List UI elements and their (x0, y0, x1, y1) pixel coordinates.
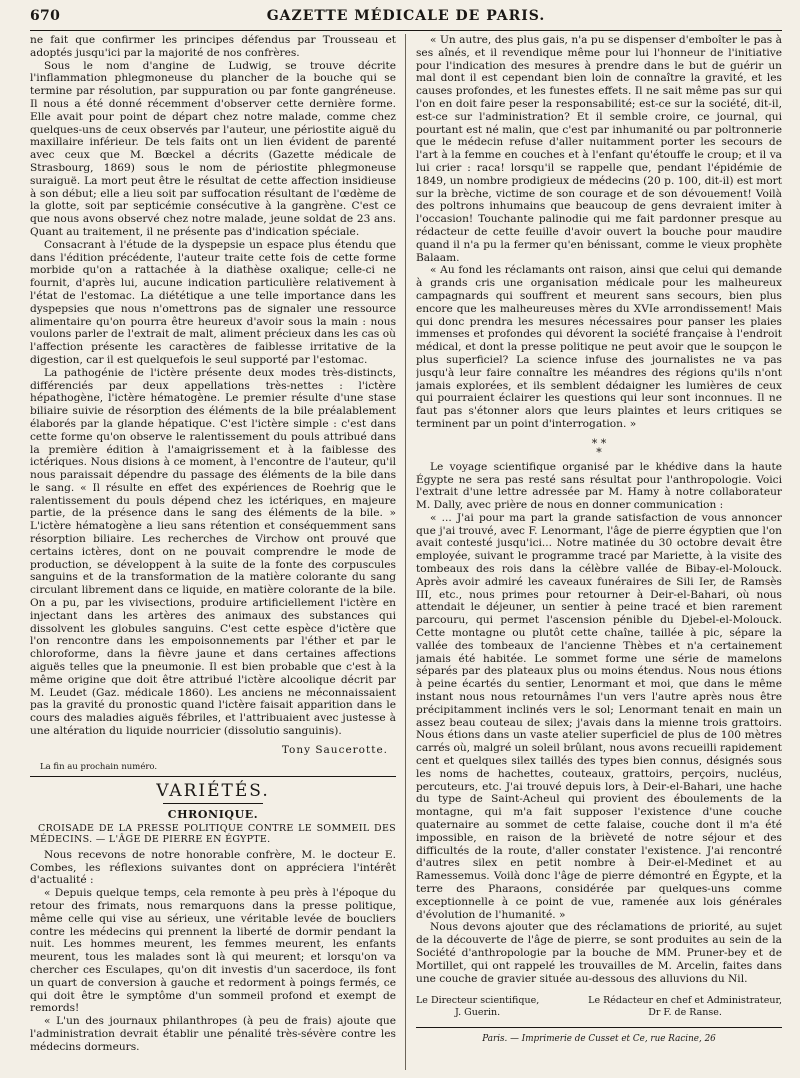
left-paragraph-2: Sous le nom d'angine de Ludwig, se trouve décrite l'inflammation phlegmoneuse du plancher de la bouche qui se termine par résolution, par suppuration ou par fonte gangréneuse. Il nous a été donné récemment d'observer cette dernière forme. Elle avait pour point de départ chez notre malade, comme chez quelques-uns de ceux observés par l'auteur, une périostite aiguë du maxillaire inférieur. De tels faits ont un lien évident de parenté avec ceux que M. Bœckel a décrits (Gazette médicale de Strasbourg, 1869) sous le nom de périostite phlegmoneuse suraiguë. La mort peut être le résultat de cette affection insidieuse à son début; elle a lieu soit par suffocation résultant de l'œdème de la glotte, soit par septicémie consécutive à la gangrène. C'est ce que nous avons observé chez notre malade, jeune soldat de 23 ans. Quant au traitement, il ne présente pas d'indication spéciale. (30, 59, 396, 238)
imprint-divider (416, 1027, 782, 1028)
scientific-director-signature (416, 995, 539, 1019)
section-divider (30, 776, 396, 777)
right-paragraph-4: « ... J'ai pour ma part la grande satisfaction de vous annoncer que j'ai trouvé, avec F. Lenormant, l'âge de pierre égyptien que l'on avait contesté jusqu'ici... Notre matinée du 30 octobre devait être employée, suivant le programme tracé par Mariette, à la visite des tombeaux des rois dans la célèbre vallée de Bibay-el-Molouck. Après avoir admiré les caveaux funéraires de Sili Ier, de Ramsès III, etc., nous primes pour retourner à Deir-el-Bahari, où nous attendait le déjeuner, un sentier à peine tracé et bien rarement parcouru, qui permet l'ascension pénible du Djebel-el-Molouck. Cette montagne ou plutôt cette chaîne, taillée à pic, sépare la vallée des tombeaux de l'ancienne Thèbes et n'a certainement jamais été habitée. Le sommet forme une série de mamelons séparés par des plateaux plus ou moins étendus. Nous nous étions à peine écartés du sentier, Lenormant et moi, que dans le même instant nous nous retournâmes l'un vers l'autre après nous être précipitamment inclinés vers le sol; Lenormant tenait en main un assez beau couteau de silex; j'avais dans la mienne trois grattoirs. Nous étions dans un vaste atelier superficiel de plus de 100 mètres carrés où, malgré un soleil brûlant, nous avons recueilli rapidement cent et quelques silex taillés des types bien connus, désignés sous les noms de hachettes, couteaux, grattoirs, perçoirs, nucléus, percuteurs, etc. J'ai trouvé depuis lors, à Deir-el-Bahari, une hache du type de Saint-Acheul qui provient des éboulements de la montagne, qui m'a fait supposer l'existence d'une couche quaternaire au sommet de cette falaise, couche dont il m'a été impossible, en raison de la brièveté de notre séjour et des difficultés de la route, d'aller constater l'existence. J'ai rencontré d'autres silex en petit nombre à Deir-el-Medinet et au Ramessemus. Voilà donc l'âge de pierre démontré en Égypte, et la terre des Pharaons, considérée par quelques-uns comme exceptionnelle à ce point de vue, ramenée aux lois générales d'évolution de l'humanité. » (416, 511, 782, 921)
right-column (416, 34, 782, 1070)
right-paragraph-2: « Au fond les réclamants ont raison, ainsi que celui qui demande à grands cris une organisation médicale pour les malheureux campagnards qui souffrent et meurent sans secours, bien plus encore que les malheureuses mères du XVIe arrondissement! Mais qui donc prendra les mesures nécessaires pour panser les plaies immenses et profondes qui dévorent la société française à l'endroit médical, et dont la presse politique ne peut avoir que le soupçon le plus superficiel? La science infuse des journalistes ne va pas jusqu'à leur faire connaître les méandres des régions qu'ils n'ont jamais explorées, et ils semblent dédaigner les lumières de ceux qui pourraient éclairer les questions qui leur sont inconnues. Il ne faut pas s'étonner alors que leurs plaintes et leurs critiques se terminent par un point d'interrogation. » (416, 264, 782, 430)
left-paragraph-3: Consacrant à l'étude de la dyspepsie un espace plus étendu que dans l'édition précédente, l'auteur traite cette fois de cette forme morbide qu'on a rattachée à la diathèse oxalique; celle-ci ne fournit, d'après lui, aucune indication particulière relativement à l'état de l'estomac. La diététique a une telle importance dans les dyspepsies que nous n'omettrons pas de signaler une ressource alimentaire qu'on pourra être heureux d'avoir sous la main : nous voulons parler de l'extrait de malt, aliment précieux dans les cas où l'affection présente les caractères de faiblesse irritative de la digestion, car il est quelquefois le seul supporté par l'estomac. (30, 238, 396, 366)
journal-title: GAZETTE MÉDICALE DE PARIS. (266, 8, 546, 24)
printer-imprint: Paris. — Imprimerie de Cusset et Ce, rue Racine, 26 (482, 1034, 716, 1045)
page-header (30, 8, 782, 31)
columns (30, 34, 782, 1070)
editor-in-chief-signature (588, 995, 782, 1019)
chronique-title: CHRONIQUE. (167, 807, 259, 821)
column-rule (405, 34, 406, 1070)
right-paragraph-3: Le voyage scientifique organisé par le khédive dans la haute Égypte ne sera pas resté sans résultat pour l'anthropologie. Voici l'extrait d'une lettre adressée par M. Hamy à notre collaborateur M. Dally, avec prière de nous en donner communication : (416, 460, 782, 512)
left-column (30, 34, 396, 1070)
left-paragraph-5: Nous recevons de notre honorable confrère, M. le docteur E. Combes, les réflexions suivantes dont on appréciera l'intérêt d'actualité : (30, 848, 396, 887)
left-paragraph-1: ne fait que confirmer les principes défendus par Trousseau et adoptés jusqu'ici par la majorité de nos confrères. (30, 34, 396, 59)
author-signature: Tony Saucerotte. (281, 743, 388, 756)
right-paragraph-1: « Un autre, des plus gais, n'a pu se dispenser d'emboîter le pas à ses aînés, et il revendique même pour lui l'honneur de l'initiative pour l'indication des mesures à prendre dans le but de guérir un mal dont il est cependant bien loin de connaître la gravité, et les causes profondes, et les funestes effets. Il ne sait même pas sur qui l'on en doit faire peser la responsabilité; est-ce sur la société, dit-il, est-ce sur l'administration? Et il semble croire, ce journal, qui pourtant est né malin, que c'est par inhumanité ou par poltronnerie que le médecin refuse d'aller nuitamment porter les secours de l'art à la femme en couches et à l'enfant qu'étouffe le croup; et il va lui crier : raca! lorsqu'il se rappelle que, pendant l'épidémie de 1849, un nombre prodigieux de médecins (20 p. 100, dit-il) est mort sur la brèche, victime de son courage et de son dévouement! Voilà des poltrons inhumains que beaucoup de gens devraient imiter à l'occasion! Touchante palinodie qui me fait pardonner presque au rédacteur de cette feuille d'avoir ouvert la bouche pour maudire quand il n'a pu la fermer qu'en bénissant, comme le vieux prophète Balaam. (416, 34, 782, 264)
section-title: VARIÉTÉS. (156, 780, 270, 801)
asterism-separator (416, 436, 782, 459)
left-paragraph-4: La pathogénie de l'ictère présente deux modes très-distincts, différenciés par deux appellations très-nettes : l'ictère hépathogène, l'ictère hématogène. Le premier résulte d'une stase biliaire suivie de résorption des éléments de la bile préalablement élaborés par la glande hépatique. C'est l'ictère simple : c'est dans cette forme qu'on observe le ralentissement du pouls attribué dans la première édition à l'amaigrissement et à la faiblesse des ictériques. Nous disions à ce moment, à l'encontre de l'auteur, qu'il nous paraissait dépendre du passage des éléments de la bile dans le sang. « Il résulte en effet des expériences de Roehrig que le ralentissement du pouls dépend chez les ictériques, en majeure partie, de la présence dans le sang des éléments de la bile. » L'ictère hématogène a lieu sans rétention et conséquemment sans résorption biliaire. Les recherches de Virchow ont prouvé que certains ictères, dont on ne pouvait comprendre le mode de production, se développent à la suite de la fonte des corpuscules sanguins et de la transformation de la matière colorante du sang circulant librement dans ce liquide, en matière colorante de la bile. On a pu, par les vivisections, produire artificiellement l'ictère en injectant dans les artères des animaux des substances qui dissolvent les globules sanguins. C'est cette espèce d'ictère que l'on rencontre dans les empoisonnements par l'éther et par le chloroforme, dans la fièvre jaune et dans certaines affections aiguës telles que la pneumonie. Il est bien probable que c'est à la même origine que doit être attribué l'ictère alcoolique décrit par M. Leudet (Gaz. médicale 1860). Les anciens ne méconnaissaient pas la gravité du pronostic quand l'ictère faisait apparition dans le cours des maladies aiguës fébriles, et l'attribuaient avec justesse à une altération du liquide nourricier (dissolutio sanguinis). (30, 366, 396, 738)
editor-in-chief-name: Dr F. de Ranse. (648, 1007, 722, 1019)
page-number: 670 (30, 8, 61, 24)
article-subheading: CROISADE DE LA PRESSE POLITIQUE CONTRE LE SOMMEIL DES MÉDECINS. — L'ÂGE DE PIERRE EN ÉGYPTE. (30, 822, 396, 846)
scientific-director-role: Le Directeur scientifique, (416, 995, 540, 1007)
asterism-glyph: * * * (591, 436, 607, 459)
scientific-director-name: J. Guerin. (455, 1007, 501, 1019)
editor-signatures (416, 995, 782, 1019)
left-paragraph-6: « Depuis quelque temps, cela remonte à peu près à l'époque du retour des frimats, nous remarquons dans la presse politique, même celle qui vise au sérieux, une véritable levée de boucliers contre les médecins qui prennent la liberté de dormir pendant la nuit. Les hommes meurent, les femmes meurent, les enfants meurent, tous les malades sont là qui meurent; et lorsqu'on va chercher ces Esculapes, qu'on dit investis d'un sacerdoce, ils font un quart de conversion à gauche et redorment à poings fermés, ce qui doit être le symptôme d'un sommeil profond et exempt de remords! (30, 887, 396, 1015)
section-underline (163, 803, 263, 804)
left-paragraph-7: « L'un des journaux philanthropes (à peu de frais) ajoute que l'administration devrait établir une pénalité très-sévère contre les médecins dormeurs. (30, 1015, 396, 1053)
to-be-continued-note: La fin au prochain numéro. (40, 761, 158, 772)
editor-in-chief-role: Le Rédacteur en chef et Administrateur, (588, 995, 782, 1007)
right-paragraph-5: Nous devons ajouter que des réclamations de priorité, au sujet de la découverte de l'âge de pierre, se sont produites au sein de la Société d'anthropologie par la bouche de MM. Pruner-bey et de Mortillet, qui ont rappelé les trouvailles de M. Arcelin, faites dans une couche de gravier située au-dessous des alluvions du Nil. (416, 921, 782, 985)
newspaper-page (30, 8, 782, 1070)
